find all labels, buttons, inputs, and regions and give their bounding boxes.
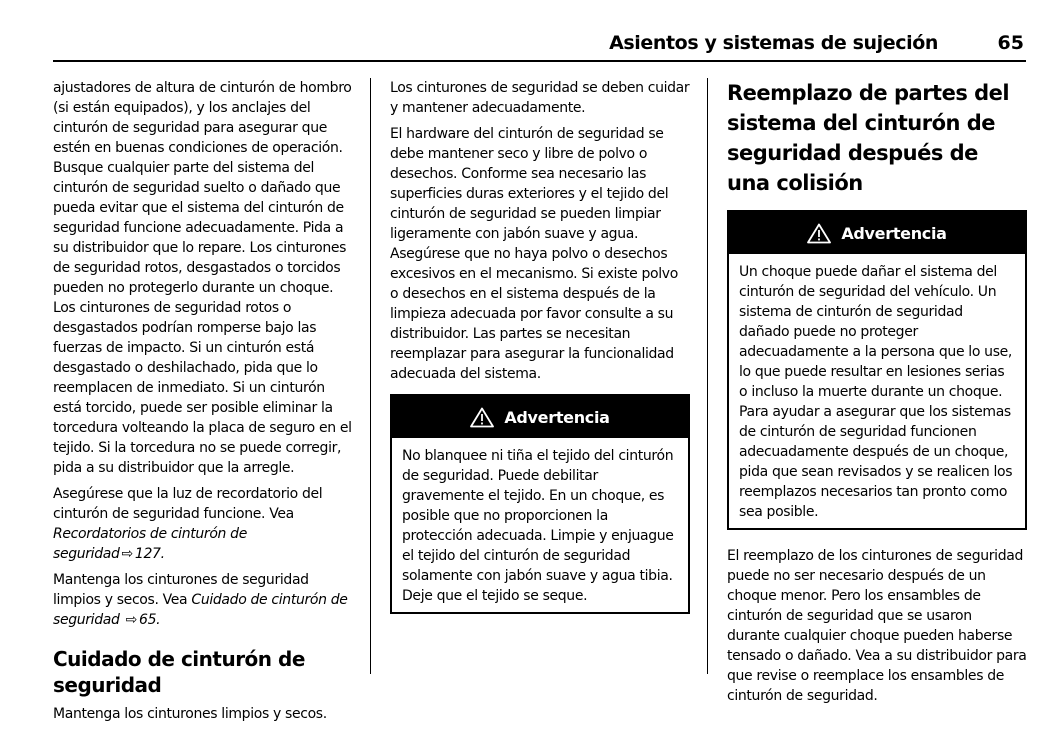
column-divider-right xyxy=(707,78,708,674)
section-title: Asientos y sistemas de sujeción xyxy=(609,32,938,54)
warning-text: No blanquee ni tiña el tejido del cinturón de seguridad. Puede debilitar gravemente el tejido. En un choque, es posible que no proporcionen la protección adecuada. Limpie y enjuague el tejido del cinturón de seguridad solamente con jabón suave y agua tibia. Deje que el tejido se seque. xyxy=(402,448,674,604)
paragraph-keep-clean-dry: Mantenga los cinturones limpios y secos. xyxy=(53,706,327,722)
column-right xyxy=(727,78,1027,712)
paragraph-hardware-cleaning: El hardware del cinturón de seguridad se debe mantener seco y libre de polvo o desechos. Conforme sea necesario las superficies duras exteriores y el tejido del cinturón de seguridad se pueden limpiar ligeramente con jabón suave y agua. Asegúrese que no haya polvo o desechos excesivos en el mecanismo. Si existe polvo o desechos en el sistema después de la limpieza adecuada por favor consulte a su distribuidor. Las partes se necesitan reemplazar para asegurar la funcionalidad adecuada del sistema. xyxy=(390,126,678,382)
paragraph-care-intro: Los cinturones de seguridad se deben cuidar y mantener adecuadamente. xyxy=(390,80,690,116)
reminder-text: Asegúrese que la luz de recordatorio del cinturón de seguridad funcione. Vea xyxy=(53,486,323,522)
heading-replacement: Reemplazo de partes del sistema del cinturón de seguridad después de una colisión xyxy=(727,81,1010,195)
warning-header xyxy=(729,212,1025,254)
warning-body xyxy=(729,254,1025,528)
paragraph-keep-clean xyxy=(53,570,353,630)
column-divider-left xyxy=(370,78,371,674)
paragraph-inspection: ajustadores de altura de cinturón de hombro (si están equipados), y los anclajes del cinturón de seguridad para asegurar que estén en buenas condiciones de operación. Busque cualquier parte del sistema del cinturón de seguridad suelto o dañado que pueda evitar que el sistema del cinturón de seguridad funcione adecuadamente. Pida a su distribuidor que lo repare. Los cinturones de seguridad rotos, desgastados o torcidos pueden no protegerlo durante un choque. Los cinturones de seguridad rotos o desgastados podrían romperse bajo las fuerzas de impacto. Si un cinturón está desgastado o deshilachado, pida que lo reemplacen de inmediato. Si un cinturón está torcido, puede ser posible eliminar la torcedura volteando la placa de seguro en el tejido. Si la torcedura no se puede corregir, pida a su distribuidor que la arregle. xyxy=(53,80,352,476)
care-page-ref[interactable]: 65. xyxy=(139,612,161,628)
keep-clean-text: Mantenga los cinturones de seguridad limpios y secos. Vea xyxy=(53,572,309,608)
reminder-page-ref[interactable]: 127. xyxy=(134,546,165,562)
page-reference-arrow-icon: ⇨ xyxy=(125,612,138,628)
warning-body xyxy=(392,438,688,612)
reminder-link[interactable]: Recordatorios de cinturón de seguridad xyxy=(53,526,247,562)
column-middle xyxy=(390,78,690,630)
warning-title: Advertencia xyxy=(504,407,610,427)
page-reference-arrow-icon: ⇨ xyxy=(121,546,133,562)
warning-text: Un choque puede dañar el sistema del cinturón de seguridad del vehículo. Un sistema de cinturón de seguridad dañado puede no proteger adecuadamente a la persona que lo use, lo que puede resultar en lesiones serias o incluso la muerte durante un choque. Para ayudar a asegurar que los sistemas de cinturón de seguridad funcionen adecuadamente después de un choque, pida que sean revisados y se realicen los reemplazos necesarios tan pronto como sea posible. xyxy=(739,264,1013,520)
page-header xyxy=(53,30,1026,62)
heading-belt-care: Cuidado de cinturón de seguridad xyxy=(53,647,305,697)
warning-header xyxy=(392,396,688,438)
paragraph-replacement-advice: El reemplazo de los cinturones de seguridad puede no ser necesario después de un choque menor. Pero los ensambles de cinturón de seguridad que se usaron durante cualquier choque pueden haberse tensado o dañado. Vea a su distribuidor para que revise o reemplace los ensambles de cinturón de seguridad. xyxy=(727,548,1027,704)
care-link[interactable]: Cuidado de cinturón de seguridad xyxy=(53,592,348,628)
warning-title: Advertencia xyxy=(841,223,947,243)
warning-box-bleach xyxy=(390,394,690,614)
warning-triangle-icon xyxy=(807,223,831,244)
warning-triangle-icon xyxy=(470,407,494,428)
warning-box-collision xyxy=(727,210,1027,530)
paragraph-reminder-light xyxy=(53,484,353,564)
column-left xyxy=(53,78,353,730)
page-number: 65 xyxy=(997,32,1024,54)
